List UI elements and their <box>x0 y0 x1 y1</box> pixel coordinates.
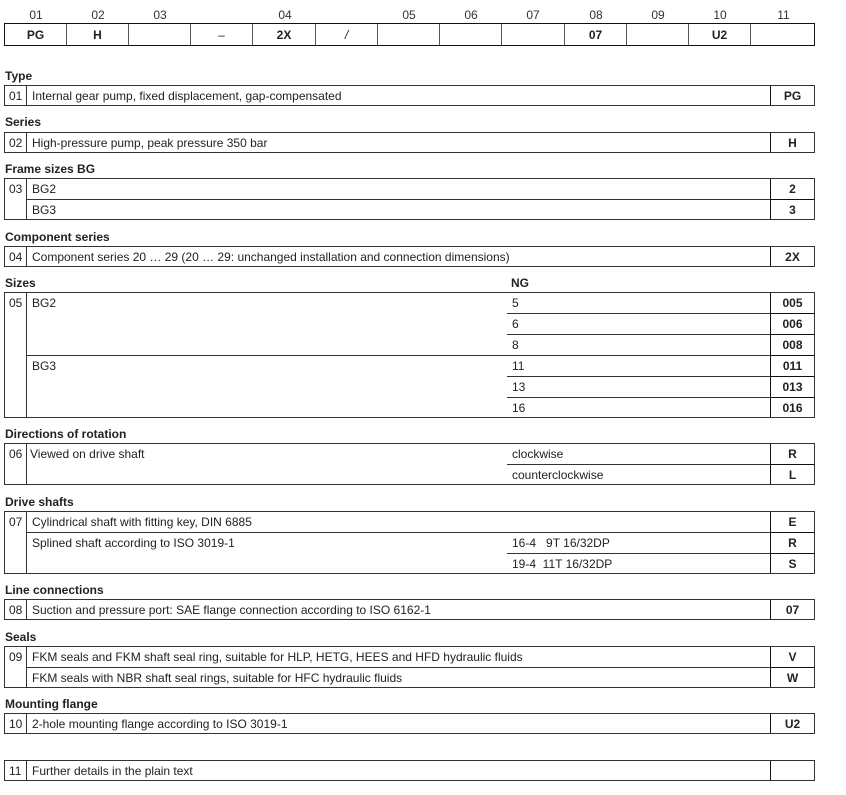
code-value: S <box>770 554 814 573</box>
code-divider <box>770 334 814 335</box>
code-cell-07 <box>502 24 565 45</box>
ng-value: 13 <box>512 380 526 394</box>
rotation-table <box>4 443 815 485</box>
code-cell-02: H <box>67 24 129 45</box>
row-number: 07 <box>9 515 23 529</box>
code-value: 2 <box>770 179 814 199</box>
row-number: 04 <box>9 250 23 264</box>
rotation-clockwise: clockwise <box>512 447 564 461</box>
code-value: 008 <box>770 335 814 355</box>
code-cell-11 <box>751 24 814 45</box>
code-cell-04: 2X <box>253 24 316 45</box>
component-series-table <box>4 246 815 267</box>
pos-04: 04 <box>278 8 292 22</box>
frame-sizes-table <box>4 178 815 220</box>
ng-value: 16 <box>512 401 526 415</box>
line-description: Suction and pressure port: SAE flange connection according to ISO 6162-1 <box>32 603 431 617</box>
code-value: 006 <box>770 314 814 334</box>
row-number: 10 <box>9 717 23 731</box>
code-divider <box>770 532 814 533</box>
drive-shafts-table <box>4 511 815 574</box>
ng-value: 11 <box>512 359 525 373</box>
group-divider <box>27 355 814 356</box>
code-value: 07 <box>770 600 814 619</box>
component-series-heading: Component series <box>5 230 110 244</box>
code-divider <box>770 355 814 356</box>
ordering-code-bar <box>4 23 815 46</box>
sizes-heading: Sizes <box>5 276 36 290</box>
pos-06: 06 <box>464 8 478 22</box>
row-number: 05 <box>9 296 23 310</box>
series-table <box>4 132 815 153</box>
row-number: 06 <box>9 447 23 461</box>
ng-heading: NG <box>511 276 529 290</box>
pos-11: 11 <box>777 8 790 22</box>
rotation-description: Viewed on drive shaft <box>30 447 145 461</box>
code-value: 013 <box>770 377 814 397</box>
seal-nbr: FKM seals with NBR shaft seal rings, suitable for HFC hydraulic fluids <box>32 671 403 685</box>
code-divider <box>770 397 814 398</box>
code-value: 011 <box>770 356 814 376</box>
ng-value: 8 <box>512 338 519 352</box>
seals-heading: Seals <box>5 630 37 644</box>
pos-03: 03 <box>153 8 167 22</box>
row-divider <box>507 376 814 377</box>
mounting-flange-heading: Mounting flange <box>5 697 98 711</box>
code-value: W <box>770 668 814 687</box>
code-cell-slash: / <box>316 24 378 45</box>
series-description: High-pressure pump, peak pressure 350 bar <box>32 136 268 150</box>
frame-bg3-label: BG3 <box>32 203 57 217</box>
seal-fkm: FKM seals and FKM shaft seal ring, suitable for HLP, HETG, HEES and HFD hydraulic fluids <box>32 650 523 664</box>
pos-05: 05 <box>402 8 416 22</box>
code-cell-01: PG <box>5 24 67 45</box>
code-value: 2X <box>770 247 814 266</box>
frame-sizes-heading: Frame sizes BG <box>5 162 96 176</box>
row-number: 02 <box>9 136 23 150</box>
code-cell-08: 07 <box>565 24 627 45</box>
row-number: 01 <box>9 89 23 103</box>
code-value: PG <box>770 86 814 105</box>
spline-spec: 16-4 9T 16/32DP <box>512 536 610 550</box>
code-divider <box>770 376 814 377</box>
seals-table <box>4 646 815 688</box>
sizes-table <box>4 292 815 418</box>
spline-spec: 19-4 11T 16/32DP <box>512 557 613 571</box>
frame-bg2-label: BG2 <box>32 182 57 196</box>
pos-09: 09 <box>651 8 665 22</box>
row-divider <box>27 667 814 668</box>
sizes-bg2-label: BG2 <box>32 296 57 310</box>
code-value: U2 <box>770 714 814 733</box>
type-table <box>4 85 815 106</box>
line-connections-heading: Line connections <box>5 583 104 597</box>
pos-10: 10 <box>713 8 727 22</box>
pos-07: 07 <box>526 8 540 22</box>
component-description: Component series 20 … 29 (20 … 29: unchanged installation and connection dimensions) <box>32 250 510 264</box>
sizes-bg3-label: BG3 <box>32 359 57 373</box>
code-cell-06 <box>440 24 502 45</box>
row-number: 03 <box>9 182 23 196</box>
code-value: V <box>770 647 814 667</box>
code-cell-09 <box>627 24 689 45</box>
mounting-flange-table <box>4 713 815 734</box>
type-heading: Type <box>5 69 33 83</box>
rotation-counterclockwise: counterclockwise <box>512 468 604 482</box>
pos-01: 01 <box>29 8 43 22</box>
further-code-field <box>770 761 814 780</box>
row-number: 09 <box>9 650 23 664</box>
code-value: E <box>770 512 814 532</box>
code-value: L <box>770 465 814 484</box>
code-cell-10: U2 <box>689 24 751 45</box>
row-divider <box>507 553 814 554</box>
row-divider <box>507 334 814 335</box>
row-divider <box>507 464 814 465</box>
code-value: 005 <box>770 293 814 313</box>
code-cell-dash: – <box>191 24 253 45</box>
line-connections-table <box>4 599 815 620</box>
num-column <box>5 293 27 417</box>
ng-value: 5 <box>512 296 519 310</box>
rotation-heading: Directions of rotation <box>5 427 127 441</box>
ng-value: 6 <box>512 317 519 331</box>
code-cell-03 <box>129 24 191 45</box>
pos-02: 02 <box>91 8 105 22</box>
code-value: 016 <box>770 398 814 417</box>
mounting-description: 2-hole mounting flange according to ISO 3019-1 <box>32 717 288 731</box>
drive-shafts-heading: Drive shafts <box>5 495 74 509</box>
row-number: 11 <box>9 764 22 778</box>
type-description: Internal gear pump, fixed displacement, gap-compensated <box>32 89 342 103</box>
pos-08: 08 <box>589 8 603 22</box>
code-value: R <box>770 444 814 464</box>
shaft-cylindrical: Cylindrical shaft with fitting key, DIN 6885 <box>32 515 252 529</box>
code-value: 3 <box>770 200 814 219</box>
code-value: R <box>770 533 814 553</box>
row-divider <box>507 313 814 314</box>
row-number: 08 <box>9 603 23 617</box>
further-details-table <box>4 760 815 781</box>
row-divider <box>27 199 814 200</box>
series-heading: Series <box>5 115 42 129</box>
code-divider <box>770 313 814 314</box>
row-divider <box>27 532 814 533</box>
further-description: Further details in the plain text <box>32 764 193 778</box>
row-divider <box>507 397 814 398</box>
code-divider <box>770 553 814 554</box>
code-value: H <box>770 133 814 152</box>
code-cell-05 <box>378 24 440 45</box>
shaft-splined: Splined shaft according to ISO 3019-1 <box>32 536 235 550</box>
